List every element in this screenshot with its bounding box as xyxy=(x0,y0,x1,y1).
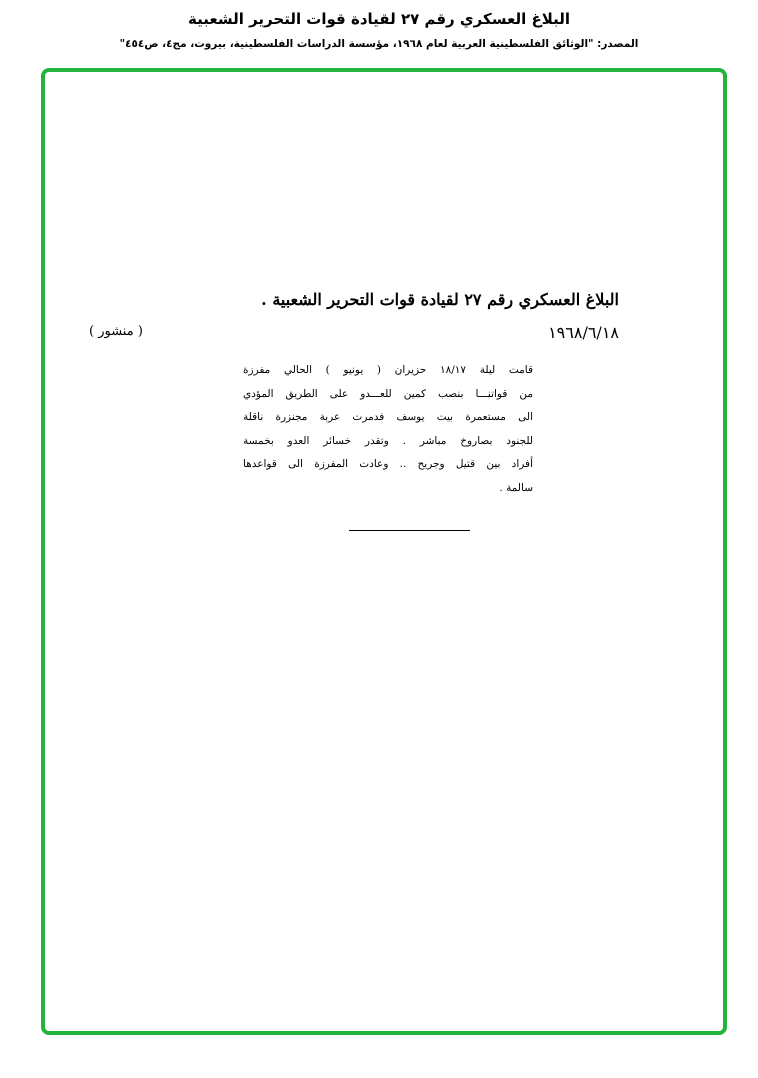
body-line: قامت ليلة ١٨/١٧ حزيران ( يونيو ) الحالي مفرزة xyxy=(243,364,533,376)
body-line: للجنود بصاروخ مباشر . وتقدر خسائر العدو بخمسة xyxy=(243,434,533,447)
document-frame xyxy=(41,68,727,1035)
document-body xyxy=(243,359,533,501)
end-divider xyxy=(349,530,470,531)
document-date: ١٩٦٨/٦/١٨ xyxy=(548,323,619,342)
document-heading: البلاغ العسكري رقم ٢٧ لقيادة قوات التحرير الشعبية . xyxy=(261,290,619,309)
publication-status: ( منشور ) xyxy=(89,324,143,339)
body-line: سالمة . xyxy=(499,481,533,494)
body-line: أفراد بين قتيل وجريح .. وعادت المفرزة الى قواعدها xyxy=(243,458,533,471)
body-line: من قواتنـــا بنصب كمين للعـــدو على الطريق المؤدي xyxy=(243,387,533,400)
scanned-document xyxy=(45,72,723,1031)
body-line: الى مستعمرة بيت يوسف فدمرت عربة مجنزرة ناقلة xyxy=(243,411,533,424)
source-citation: المصدر: "الوثائق الفلسطينية العربية لعام ١٩٦٨، مؤسسة الدراسات الفلسطينية، بيروت، مج٤، ص٤٥٤" xyxy=(119,38,639,50)
page-title: البلاغ العسكري رقم ٢٧ لقيادة قوات التحرير الشعبية xyxy=(188,10,570,28)
